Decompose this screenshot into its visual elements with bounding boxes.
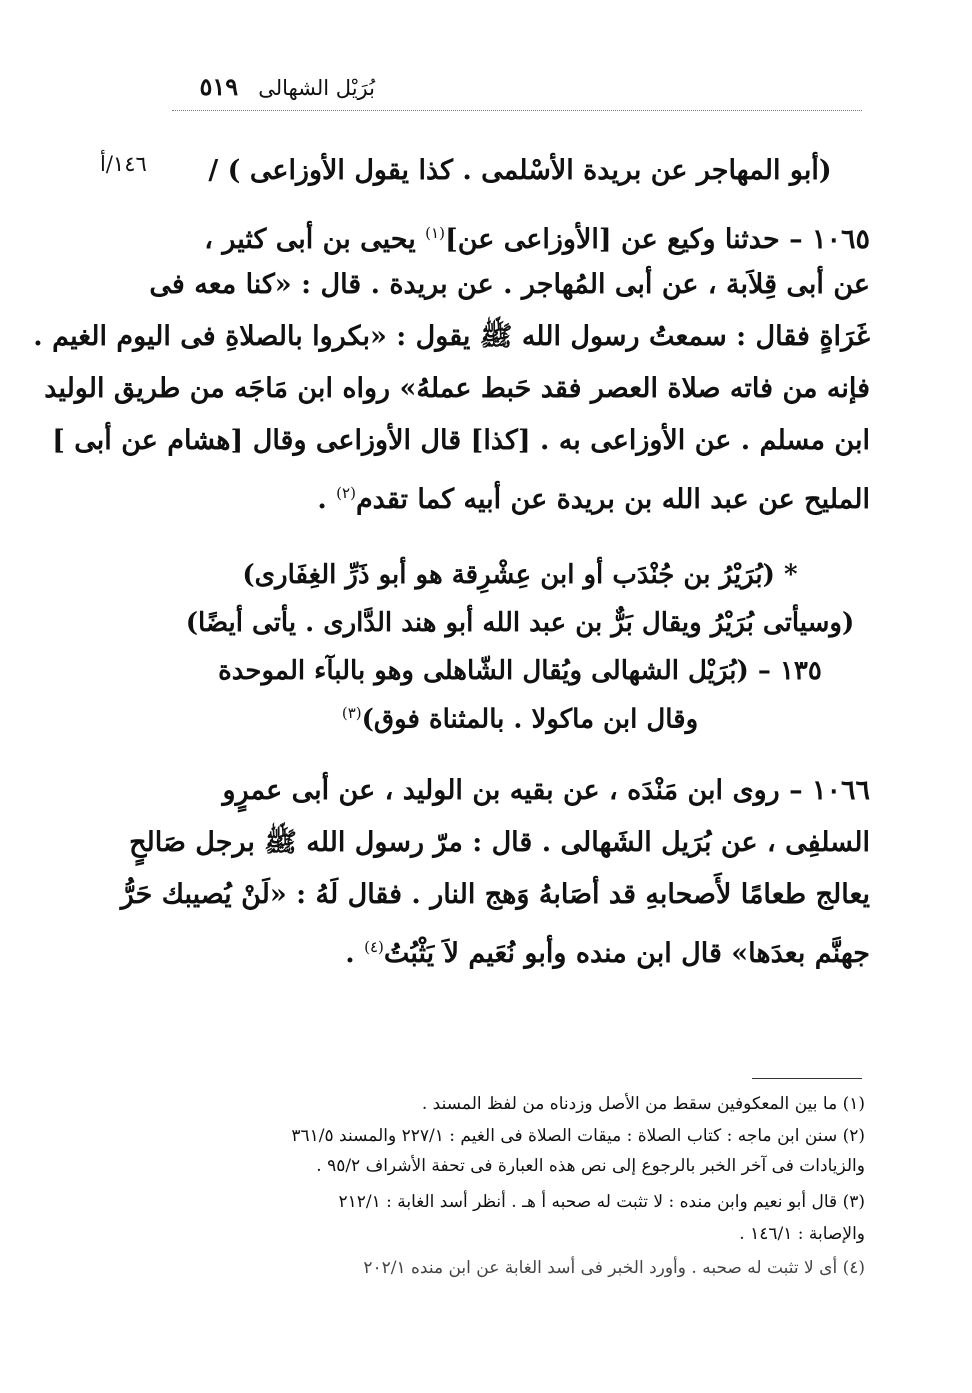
footnote-divider [752, 1078, 862, 1079]
text-run: . [317, 484, 337, 515]
hadith-1066-line-1 [170, 765, 870, 817]
hadith-number: ١٠٦٥ [811, 224, 870, 255]
footnote-3: (٣) قال أبو نعيم وابن منده : لا تثبت له صحبه أ هـ . أنظر أسد الغابة : ٢١٢/١ [338, 1192, 865, 1212]
hadith-1065-line-4: فإنه من فاته صلاة العصر فقد حَبط عملهُ» رواه ابن مَاجَه من طريق الوليد [44, 373, 870, 404]
header-divider [172, 110, 862, 111]
text-run: – حدثنا وكيع عن [الأوزاعى عن] [444, 224, 803, 255]
hadith-1065-line-3: غَرَاةٍ فقال : سمعتُ رسول الله ﷺ يقول : «بكروا بالصلاةِ فى اليوم الغيم . [33, 321, 870, 352]
entry-135 [170, 656, 870, 686]
footnote-ref: (٣) [341, 704, 362, 722]
entry-burayr-note: (وسيأتى بُرَيْرُ ويقال بَرٌّ بن عبد الله أبو هند الدَّارى . يأتى أيضًا) [185, 608, 855, 638]
entry-135-cont [170, 704, 870, 735]
running-title: بُرَيْل الشهالى [258, 76, 375, 100]
hadith-1065-line-2: عن أبى قِلاَبة ، عن أبى المُهاجر . عن بريدة . قال : «كنا معه فى [149, 269, 870, 300]
entry-number: ١٣٥ [779, 656, 822, 686]
text-run: يحيى بن أبى كثير ، [204, 224, 426, 255]
entry-burayr: * (بُرَيْرُ بن جُنْدَب أو ابن عِشْرِقة هو أبو ذَرِّ الغِفَارى) [242, 560, 798, 590]
footnote-ref: (١) [425, 224, 445, 242]
hadith-1066-line-4 [170, 921, 870, 980]
text-run: – روى ابن مَنْدَه ، عن بقيه بن الوليد ، عن أبى عمرٍو [222, 775, 803, 806]
page-header [170, 72, 375, 106]
hadith-1066-line-3: يعالج طعامًا لأَصحابهِ قد أصَابهُ وَهج النار . فقال لَهُ : «لَنْ يُصيبك حَرُّ [120, 879, 870, 910]
hadith-1065-line-1 [170, 207, 870, 266]
footnote-2-cont: والزيادات فى آخر الخبر بالرجوع إلى نص هذه العبارة فى تحفة الأشراف ٩٥/٢ . [316, 1156, 865, 1176]
hadith-number: ١٠٦٦ [811, 775, 870, 806]
footnote-1: (١) ما بين المعكوفين سقط من الأصل وزدناه من لفظ المسند . [421, 1094, 865, 1114]
folio-marker: ١٤٦/أ [100, 152, 147, 176]
footnote-ref: (٤) [364, 938, 384, 956]
text-run: . [345, 938, 365, 969]
text-run: وقال ابن ماكولا . بالمثناة فوق) [361, 704, 699, 735]
footnote-3-cont: والإصابة : ١٤٦/١ . [739, 1224, 865, 1244]
text-run: – (بُرَيْل الشهالى ويُقال الشّاهلى وهو بالبآء الموحدة [218, 656, 771, 686]
page-number: ٥١٩ [199, 72, 239, 101]
footnote-4: (٤) أى لا تثبت له صحبه . وأورد الخبر فى أسد الغابة عن ابن منده ٢٠٢/١ [363, 1258, 865, 1278]
footnote-2: (٢) سنن ابن ماجه : كتاب الصلاة : ميقات الصلاة فى الغيم : ٢٢٧/١ والمسند ٣٦١/٥ [291, 1126, 865, 1146]
hadith-1065-line-6 [170, 467, 870, 526]
hadith-1065-line-5: ابن مسلم . عن الأوزاعى به . [كذا] قال الأوزاعى وقال [هشام عن أبى ] [52, 425, 870, 456]
intro-line: (أبو المهاجر عن بريدة الأسْلمى . كذا يقول الأوزاعى ) / [208, 155, 832, 186]
hadith-1066-line-2: السلفِى ، عن بُرَيل الشَهالى . قال : مرّ رسول الله ﷺ برجل صَالحٍ [129, 827, 870, 858]
footnote-ref: (٢) [336, 484, 356, 502]
text-run: المليح عن عبد الله بن بريدة عن أبيه كما تقدم [355, 484, 870, 515]
text-run: جهنَّم بعدَها» قال ابن منده وأبو نُعَيم لاَ يَثْبُتُ [383, 938, 870, 969]
